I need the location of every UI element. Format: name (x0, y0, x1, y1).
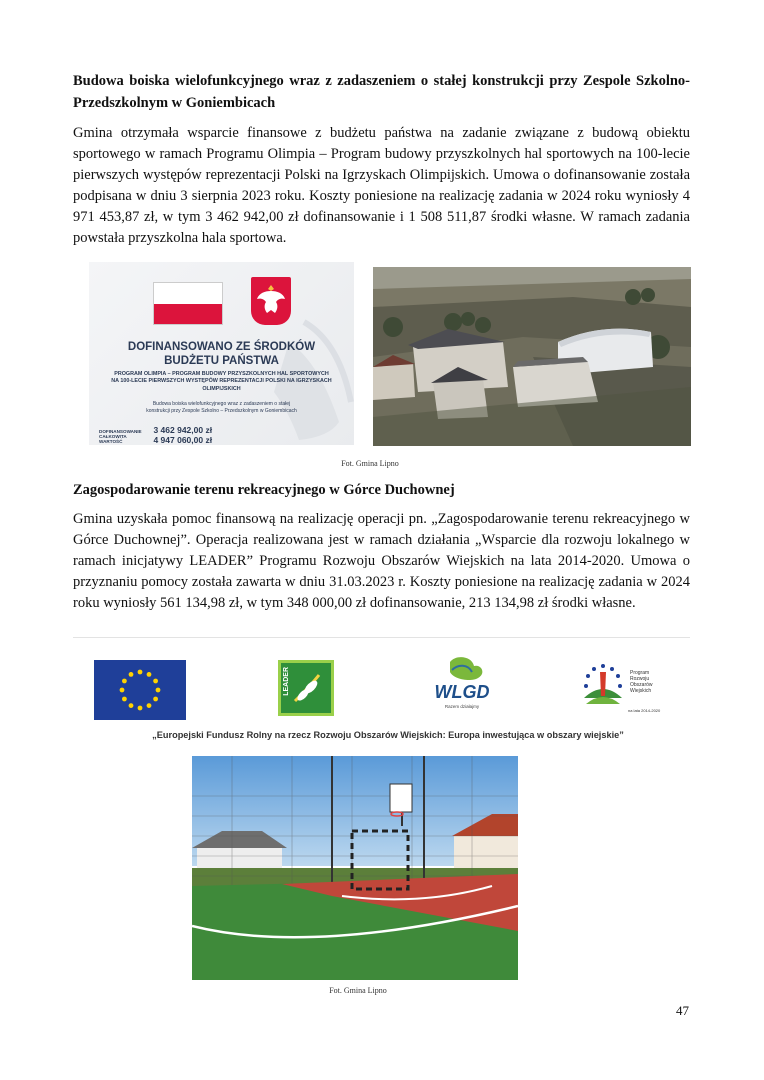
section1-photo-caption: Fot. Gmina Lipno (341, 459, 399, 468)
section2-heading: Zagospodarowanie terenu rekreacyjnego w Górce Duchownej (73, 482, 455, 498)
divider (73, 637, 690, 638)
leader-logo-label: LEADER (283, 667, 290, 696)
prow-line-1: Program (630, 670, 650, 676)
lgd-logo-icon (422, 656, 502, 718)
sign-total-value: 4 947 060,00 zł (153, 435, 213, 445)
prow-line-3: Obszarów (630, 682, 653, 688)
sign-task: Budowa boiska wielofunkcyjnego wraz z zadaszeniem o stałej konstrukcji przy Zespole Szkolno – Przedszkolnym w Goniembicach (146, 401, 297, 414)
aerial-school-photo (373, 267, 691, 446)
leader-logo-icon (278, 660, 334, 716)
prow-years: na lata 2014-2020 (628, 708, 661, 713)
prow-line-2: Rozwoju (630, 676, 650, 682)
section2-paragraph: Gmina uzyskała pomoc finansową na realizację operacji pn. „Zagospodarowanie terenu rekreacyjnego w Górce Duchownej”. Operacja realizowana jest w ramach działania „Wsparcie dla rozwoju lokalnego w ramach inicjatywy LEADER” Programu Rozwoju Obszarów Wiejskich na lata 2014-2020. Umowa o przyznaniu pomocy została zawarta w dniu 31.03.2023 r. Koszty poniesione na realizację zadania w 2024 roku wyniosły 561 134,98 zł, w tym 348 000,00 zł dofinansowanie, 213 134,98 zł środki własne. (73, 511, 690, 611)
sign-program: PROGRAM OLIMPIA – PROGRAM BUDOWY PRZYSZKOLNYCH HAL SPORTOWYCH NA 100-LECIE PIERWSZYCH WYSTĘPÓW REPREZENTACJI POLSKI NA IGRZYSKACH OLIMPIJSKICH (111, 371, 332, 392)
sign-funding-label: DOFINANSOWANIE (99, 429, 142, 434)
section1-heading: Budowa boiska wielofunkcyjnego wraz z zadaszeniem o stałej konstrukcji przy Zespole Szkolno-Przedszkolnym w Goniembicach (73, 73, 690, 111)
sports-court-photo (192, 756, 518, 980)
sign-line1: DOFINANSOWANO ZE ŚRODKÓW (127, 341, 316, 353)
section1-paragraph: Gmina otrzymała wsparcie finansowe z budżetu państwa na zadanie związane z budową obiektu sportowego w ramach Programu Olimpia – Program budowy przyszkolnych hal sportowych na 100-lecie pierwszych występów reprezentacji Polski na Igrzyskach Olimpijskich. Umowa o dofinansowanie została podpisana w dniu 3 sierpnia 2023 roku. Koszty poniesione na realizację zadania w 2024 roku wyniosły 4 971 453,87 zł, w tym 3 462 942,00 zł dofinansowanie i 1 508 511,87 środki własne. W ramach zadania powstała przyszkolna hala sportowa. (73, 125, 690, 246)
polish-flag-icon (153, 282, 223, 325)
logos-bar (92, 650, 684, 746)
polish-eagle-emblem-icon (251, 277, 291, 325)
page-number: 47 (676, 1003, 689, 1018)
sign-line2: BUDŻETU PAŃSTWA (164, 355, 279, 367)
lgd-logo-label: WLGD (434, 682, 490, 702)
funding-sign-image (89, 262, 354, 445)
sign-funding-value: 3 462 942,00 zł (153, 425, 213, 435)
lgd-logo-sub: Razem działajmy (444, 704, 480, 709)
eafrd-motto: „Europejski Fundusz Rolny na rzecz Rozwoju Obszarów Wiejskich: Europa inwestująca w obszary wiejskie” (152, 730, 624, 740)
prow-logo-icon (572, 658, 670, 720)
prow-line-4: Wiejskich (630, 688, 652, 694)
eu-flag-icon (94, 660, 186, 720)
sign-total-label: CAŁKOWITA WARTOŚĆ (99, 434, 127, 444)
section2-photo-caption: Fot. Gmina Lipno (329, 986, 387, 995)
